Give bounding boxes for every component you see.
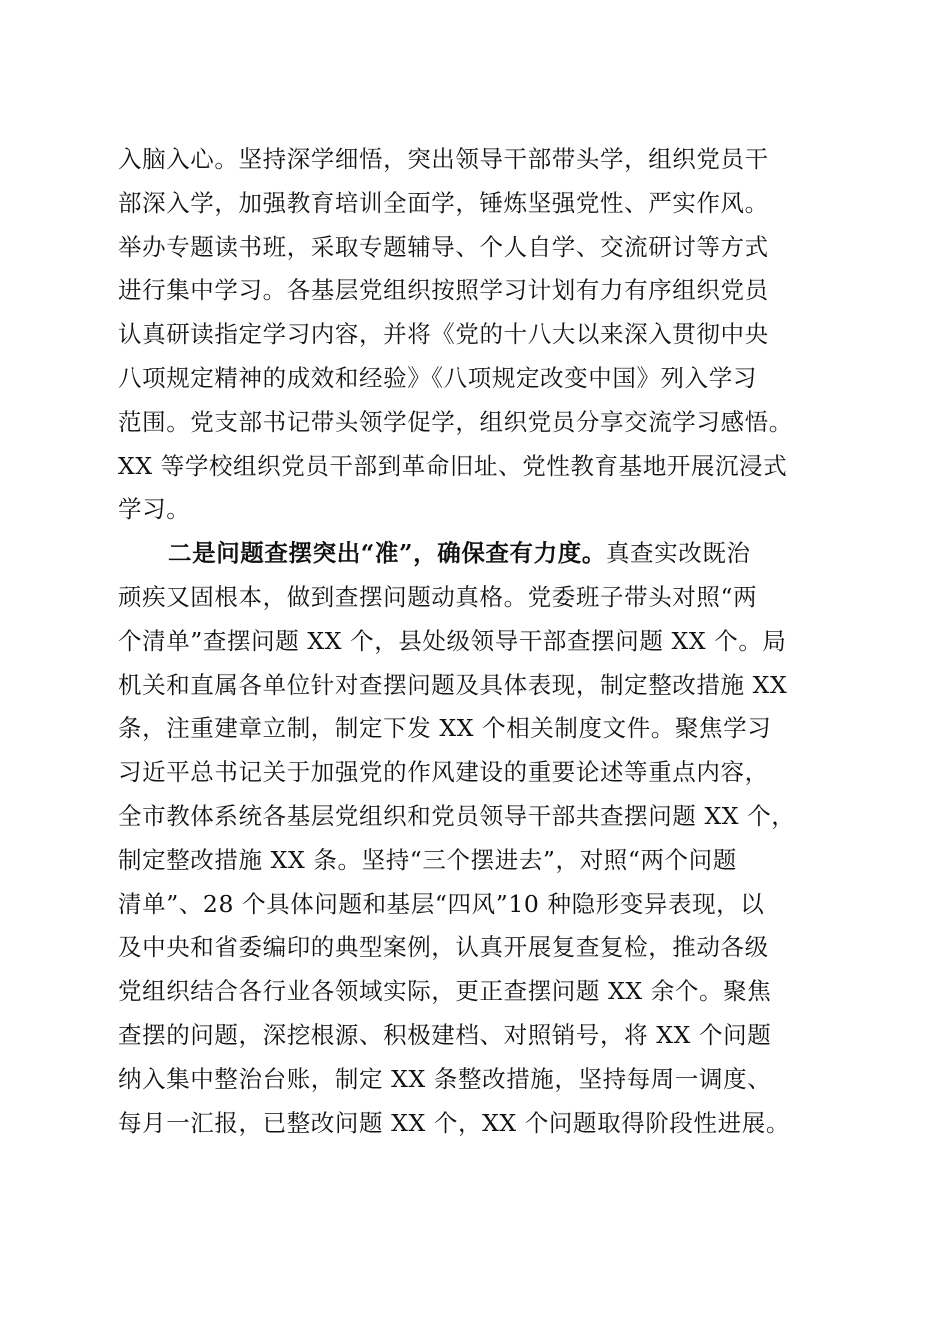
paragraph-problem-review bbox=[118, 532, 832, 1145]
text-line: 机关和直属各单位针对查摆问题及具体表现，制定整改措施 XX bbox=[118, 670, 788, 699]
text-line: 入脑入心。坚持深学细悟，突出领导干部带头学，组织党员干 bbox=[118, 145, 769, 173]
text-line: 部深入学，加强教育培训全面学，锤炼坚强党性、严实作风。 bbox=[118, 188, 769, 217]
text-line: 学习。 bbox=[118, 495, 191, 524]
text-line: 认真研读指定学习内容，并将《党的十八大以来深入贯彻中央 bbox=[118, 320, 769, 349]
text-line: 纳入集中整治台账，制定 XX 条整改措施，坚持每周一调度、 bbox=[118, 1064, 772, 1093]
text-line: 查摆的问题，深挖根源、积极建档、对照销号，将 XX 个问题 bbox=[118, 1020, 772, 1049]
text-line: 及中央和省委编印的典型案例，认真开展复查复检，推动各级 bbox=[118, 933, 769, 962]
text-line: 个清单”查摆问题 XX 个，县处级领导干部查摆问题 XX 个。局 bbox=[118, 626, 787, 655]
text-line: 进行集中学习。各基层党组织按照学习计划有力有序组织党员 bbox=[118, 276, 769, 305]
text-line: 条，注重建章立制，制定下发 XX 个相关制度文件。聚焦学习 bbox=[118, 714, 772, 743]
text-line: XX 等学校组织党员干部到革命旧址、党性教育基地开展沉浸式 bbox=[118, 451, 788, 480]
text-line: 每月一汇报，已整改问题 XX 个，XX 个问题取得阶段性进展。 bbox=[118, 1108, 790, 1137]
text-line: 党组织结合各行业各领域实际，更正查摆问题 XX 余个。聚焦 bbox=[118, 977, 772, 1006]
text-line: 顽疾又固根本，做到查摆问题动真格。党委班子带头对照“两 bbox=[118, 582, 758, 611]
text-line: 制定整改措施 XX 条。坚持“三个摆进去”，对照“两个问题 bbox=[118, 845, 737, 874]
text-line: 习近平总书记关于加强党的作风建设的重要论述等重点内容， bbox=[118, 758, 769, 787]
text-line: 全市教体系统各基层党组织和党员领导干部共查摆问题 XX 个， bbox=[118, 801, 796, 830]
text-line: 清单”、28 个具体问题和基层“四风”10 种隐形变异表现，以 bbox=[118, 889, 765, 918]
heading-line-rest: 真查实改既治 bbox=[605, 539, 751, 568]
paragraph-study bbox=[118, 138, 832, 532]
text-line: 举办专题读书班，采取专题辅导、个人自学、交流研讨等方式 bbox=[118, 232, 769, 261]
text-line bbox=[118, 532, 832, 576]
text-line: 八项规定精神的成效和经验》《八项规定改变中国》列入学习 bbox=[118, 363, 757, 392]
text-line: 范围。党支部书记带头领学促学，组织党员分享交流学习感悟。 bbox=[118, 407, 793, 436]
paragraph-heading: 二是问题查摆突出“准”，确保查有力度。 bbox=[168, 539, 606, 568]
document-body bbox=[118, 138, 832, 1145]
